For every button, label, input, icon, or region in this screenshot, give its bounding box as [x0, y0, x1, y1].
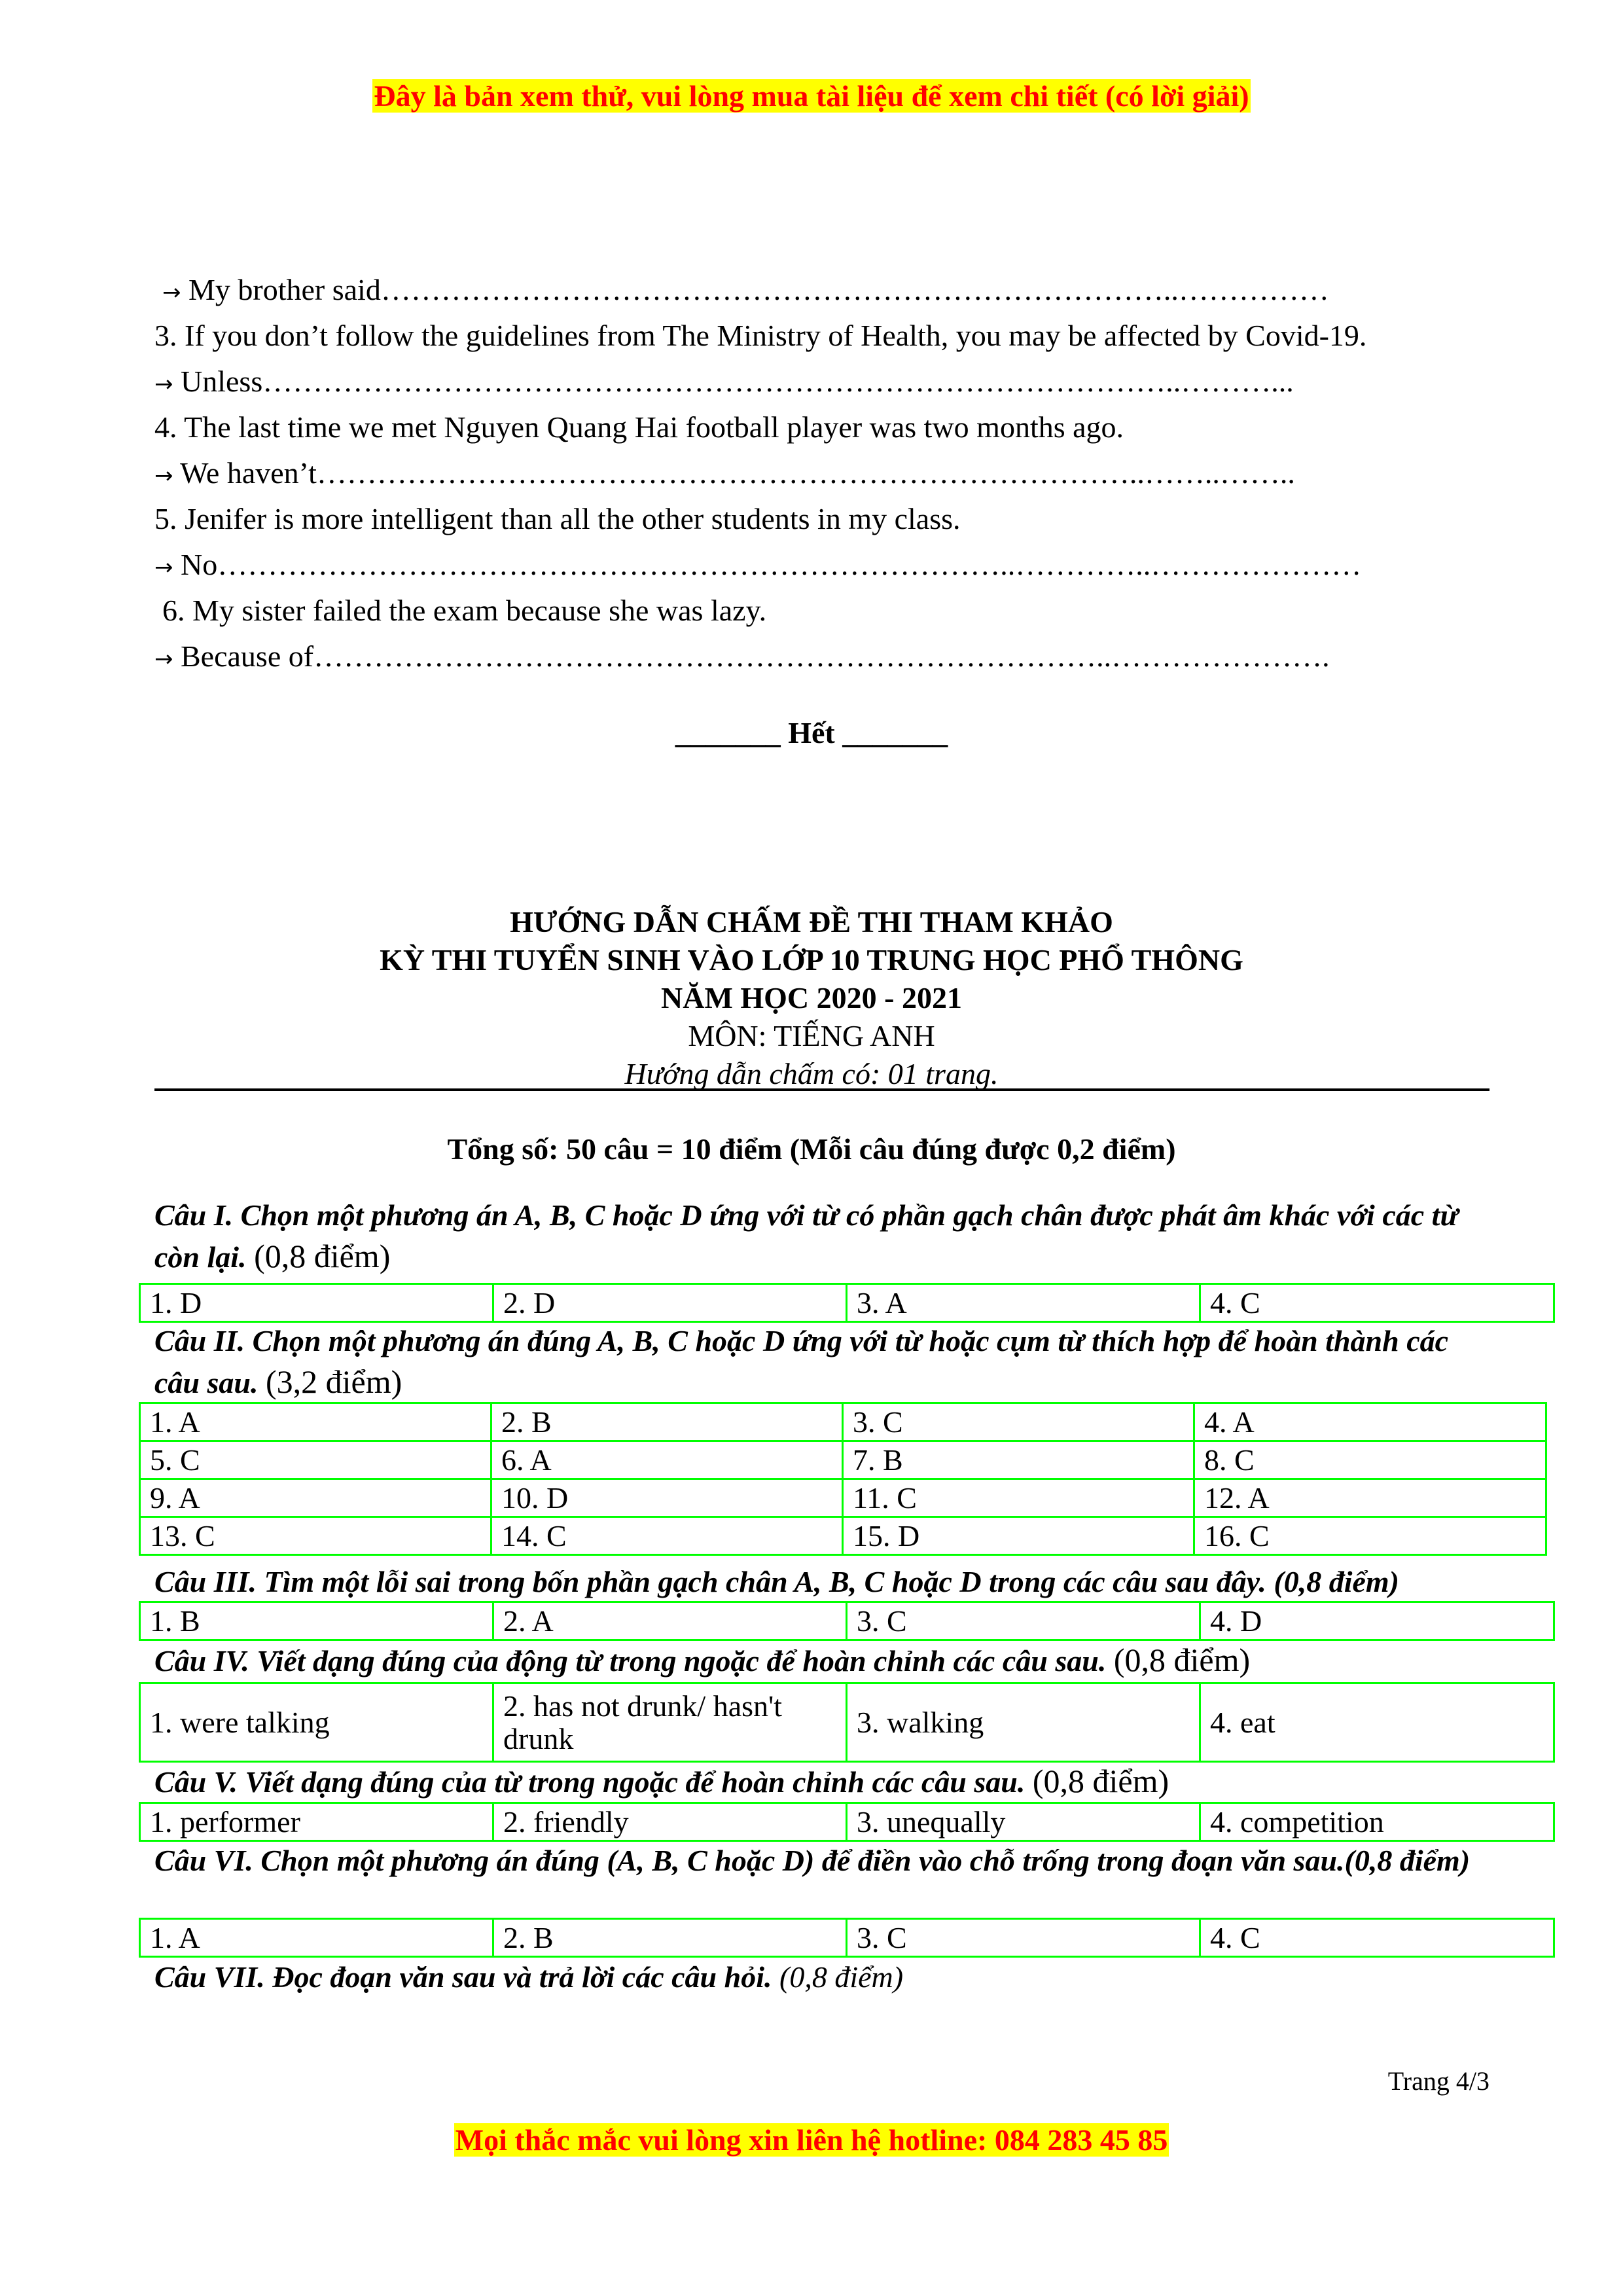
end-mark: _______ Hết _______ [675, 716, 948, 749]
answer-cell: 4. C [1200, 1284, 1554, 1322]
section-points: (0,8 điểm) [1032, 1763, 1169, 1799]
total-score-line: Tổng số: 50 câu = 10 điểm (Mỗi câu đúng được 0,2 điểm) [447, 1132, 1176, 1166]
answer-cell: 10. D [491, 1479, 843, 1517]
answer-cell: 3. unequally [847, 1803, 1200, 1841]
answer-table-4 [139, 1682, 1555, 1763]
answer-cell: 4. eat [1200, 1683, 1554, 1762]
answer-cell: 2. B [493, 1919, 847, 1957]
exercise-line: 3. If you don’t follow the guidelines from The Ministry of Health, you may be affected by Covid-19. [154, 319, 1367, 352]
answer-cell: 11. C [843, 1479, 1194, 1517]
answer-table-3 [139, 1601, 1555, 1641]
exercise-line: → No……………………………………………………………………..…………..………………… [154, 548, 1362, 581]
answer-cell: 2. D [493, 1284, 847, 1322]
answer-cell: 2. B [491, 1403, 843, 1441]
answer-key-title [0, 903, 1623, 1093]
answer-cell: 4. A [1194, 1403, 1546, 1441]
answer-cell: 3. C [847, 1602, 1200, 1640]
exercise-line: → We haven’t………………………………………………………………………..……..…….. [154, 456, 1295, 490]
answer-cell: 3. A [847, 1284, 1200, 1322]
answer-cell: 4. C [1200, 1919, 1554, 1957]
section-5-heading: Câu V. Viết dạng đúng của từ trong ngoặc để hoàn chỉnh các câu sau. (0,8 điểm) [154, 1763, 1169, 1799]
answer-cell: 13. C [140, 1517, 491, 1555]
preview-banner-text: Đây là bản xem thử, vui lòng mua tài liệu để xem chi tiết (có lời giải) [374, 79, 1249, 113]
answer-cell: 3. C [843, 1403, 1194, 1441]
hotline-banner-text: Mọi thắc mắc vui lòng xin liên hệ hotline: 084 283 45 85 [455, 2123, 1168, 2157]
answer-cell: 1. were talking [140, 1683, 493, 1762]
section-6-heading: Câu VI. Chọn một phương án đúng (A, B, C hoặc D) để điền vào chỗ trống trong đoạn văn sau.(0,8 điểm) [154, 1844, 1471, 1877]
title-line-2: KỲ THI TUYỂN SINH VÀO LỚP 10 TRUNG HỌC PHỔ THÔNG [380, 943, 1243, 977]
answer-cell: 1. D [140, 1284, 493, 1322]
table-row [140, 1803, 1554, 1841]
section-points: (0,8 điểm) [254, 1238, 391, 1274]
table-row [140, 1683, 1554, 1762]
answer-cell: 9. A [140, 1479, 491, 1517]
exercise-line: → Unless………………………………………………………………………………..………... [154, 365, 1294, 398]
table-row [140, 1441, 1546, 1479]
section-points: (3,2 điểm) [265, 1363, 402, 1400]
answer-table-6 [139, 1918, 1555, 1958]
section-4-heading: Câu IV. Viết dạng đúng của động từ trong ngoặc để hoàn chỉnh các câu sau. (0,8 điểm) [154, 1641, 1251, 1678]
answer-cell: 15. D [843, 1517, 1194, 1555]
answer-cell: 16. C [1194, 1517, 1546, 1555]
answer-cell: 4. D [1200, 1602, 1554, 1640]
section-3-heading: Câu III. Tìm một lỗi sai trong bốn phần gạch chân A, B, C hoặc D trong các câu sau đây. (0,8 điểm) [154, 1565, 1400, 1598]
answer-table-1 [139, 1283, 1555, 1323]
answer-cell: 2. friendly [493, 1803, 847, 1841]
section-7-heading: Câu VII. Đọc đoạn văn sau và trả lời các câu hỏi. (0,8 điểm) [154, 1960, 904, 1994]
answer-cell: 12. A [1194, 1479, 1546, 1517]
pages-note: Hướng dẫn chấm có: 01 trang. [624, 1057, 999, 1090]
arrow-icon: → [154, 554, 173, 581]
title-line-3: NĂM HỌC 2020 - 2021 [661, 981, 962, 1014]
exercise-line: 5. Jenifer is more intelligent than all the other students in my class. [154, 502, 961, 535]
divider [154, 1088, 1489, 1091]
exercise-line: → Because of……………………………………………………………………..…………………. [154, 639, 1330, 673]
section-points: (0,8 điểm) [1274, 1565, 1400, 1598]
preview-banner [0, 77, 1623, 116]
answer-table-5 [139, 1802, 1555, 1842]
section-2-heading: Câu II. Chọn một phương án đúng A, B, C hoặc D ứng với từ hoặc cụm từ thích hợp để hoàn thành các câu sau. (3,2 điểm) [154, 1324, 1449, 1400]
subject-line: MÔN: TIẾNG ANH [688, 1019, 935, 1052]
section-points: (0,8 điểm) [1113, 1641, 1251, 1678]
table-row [140, 1284, 1554, 1322]
answer-cell: 6. A [491, 1441, 843, 1479]
answer-cell: 14. C [491, 1517, 843, 1555]
answer-cell: 1. A [140, 1919, 493, 1957]
section-1-heading: Câu I. Chọn một phương án A, B, C hoặc D ứng với từ có phần gạch chân được phát âm khác với các từ còn lại. (0,8 điểm) [154, 1198, 1459, 1274]
answer-table-2 [139, 1402, 1547, 1556]
answer-cell: 1. A [140, 1403, 491, 1441]
arrow-icon: → [154, 371, 173, 397]
exercise-line: 4. The last time we met Nguyen Quang Hai football player was two months ago. [154, 410, 1124, 444]
table-row [140, 1602, 1554, 1640]
table-row [140, 1479, 1546, 1517]
answer-cell: 5. C [140, 1441, 491, 1479]
rewrite-exercise [154, 267, 1489, 679]
page-number: Trang 4/3 [1387, 2066, 1489, 2096]
arrow-icon: → [154, 463, 173, 489]
answer-cell: 1. B [140, 1602, 493, 1640]
table-row [140, 1517, 1546, 1555]
answer-cell: 8. C [1194, 1441, 1546, 1479]
answer-cell: 7. B [843, 1441, 1194, 1479]
answer-cell: 1. performer [140, 1803, 493, 1841]
arrow-icon: → [154, 646, 173, 672]
arrow-icon: → [162, 279, 181, 306]
title-line-1: HƯỚNG DẪN CHẤM ĐỀ THI THAM KHẢO [510, 905, 1113, 939]
section-points: (0,8 điểm) [779, 1960, 904, 1994]
exercise-line: 6. My sister failed the exam because she was lazy. [162, 594, 767, 627]
answer-cell: 4. competition [1200, 1803, 1554, 1841]
exercise-line: → My brother said……………………………………………………………………..…………… [162, 273, 1329, 306]
table-row [140, 1919, 1554, 1957]
answer-cell: 2. has not drunk/ hasn't drunk [493, 1683, 847, 1762]
answer-cell: 3. walking [847, 1683, 1200, 1762]
hotline-banner [0, 2121, 1623, 2160]
table-row [140, 1403, 1546, 1441]
answer-cell: 2. A [493, 1602, 847, 1640]
answer-cell: 3. C [847, 1919, 1200, 1957]
